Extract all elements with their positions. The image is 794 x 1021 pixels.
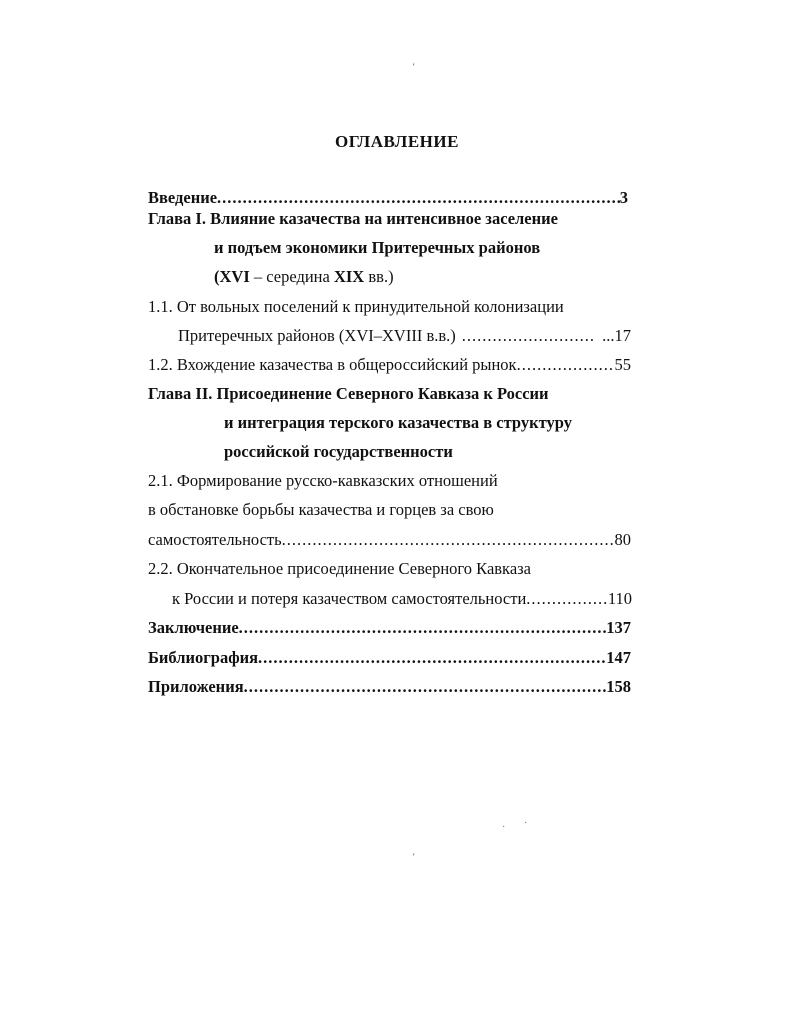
toc-leader-dots [217,187,620,209]
toc-leader-dots [239,617,607,639]
toc-section-2-1-line-1: 2.1. Формирование русско-кавказских отношений [148,471,498,490]
toc-page-number: 137 [606,618,631,637]
toc-label: к России и потеря казачеством самостоятельности [172,589,527,608]
toc-chapter-2-line-1: Глава II. Присоединение Северного Кавказа к России [148,384,549,403]
toc-leader-dots [517,354,615,376]
toc-entry-1-2 [148,354,631,376]
toc-chapter-1-line-2: и подъем экономики Притеречных районов [214,238,541,257]
toc-entry-bibliography [148,647,631,669]
toc-label: Введение [148,188,218,207]
scan-speck: · [524,818,528,829]
scan-speck: ‘ [412,62,416,73]
toc-entry-intro [148,187,628,209]
toc-label: Приложения [148,677,244,696]
toc-entry-appendices [148,676,631,698]
toc-leader-dots [258,647,606,669]
toc-page-number: 147 [606,648,631,667]
toc-label: Библиография [148,648,259,667]
toc-section-1-1-line-1: 1.1. От вольных поселений к принудительной колонизации [148,297,564,316]
toc-entry-2-2 [172,588,632,610]
toc-label: Притеречных районов (XVI–XVIII в.в.) [178,326,456,345]
toc-chapter-1-line-3: (XVI – середина XIX вв.) [214,267,394,286]
toc-chapter-2-line-3: российской государственности [224,442,453,461]
toc-page-number: 158 [606,677,631,696]
scan-speck: ‘ [412,852,416,863]
scan-speck: · [502,822,506,833]
toc-page-number: ...17 [602,326,631,345]
toc-leader-dots [282,529,615,551]
toc-entry-2-1 [148,529,631,551]
toc-leader-dots [244,676,607,698]
toc-page-number: 55 [614,355,631,374]
toc-label: самостоятельность [148,530,282,549]
toc-page-number: 80 [614,530,631,549]
toc-leader-dots [526,588,608,610]
toc-page-number: 3 [619,188,628,207]
toc-section-2-1-line-2: в обстановке борьбы казачества и горцев за свою [148,500,494,519]
toc-leader-dots [462,325,594,347]
page-title: ОГЛАВЛЕНИЕ [335,132,459,151]
toc-chapter-2-line-2: и интеграция терского казачества в структуру [224,413,572,432]
toc-chapter-1-line-1: Глава I. Влияние казачества на интенсивное заселение [148,209,558,228]
toc-label: Заключение [148,618,239,637]
toc-entry-1-1 [178,325,631,347]
toc-section-2-2-line-1: 2.2. Окончательное присоединение Северного Кавказа [148,559,531,578]
toc-label: 1.2. Вхождение казачества в общероссийский рынок [148,355,517,374]
toc-page-number: 110 [607,589,632,608]
toc-entry-conclusion [148,617,631,639]
